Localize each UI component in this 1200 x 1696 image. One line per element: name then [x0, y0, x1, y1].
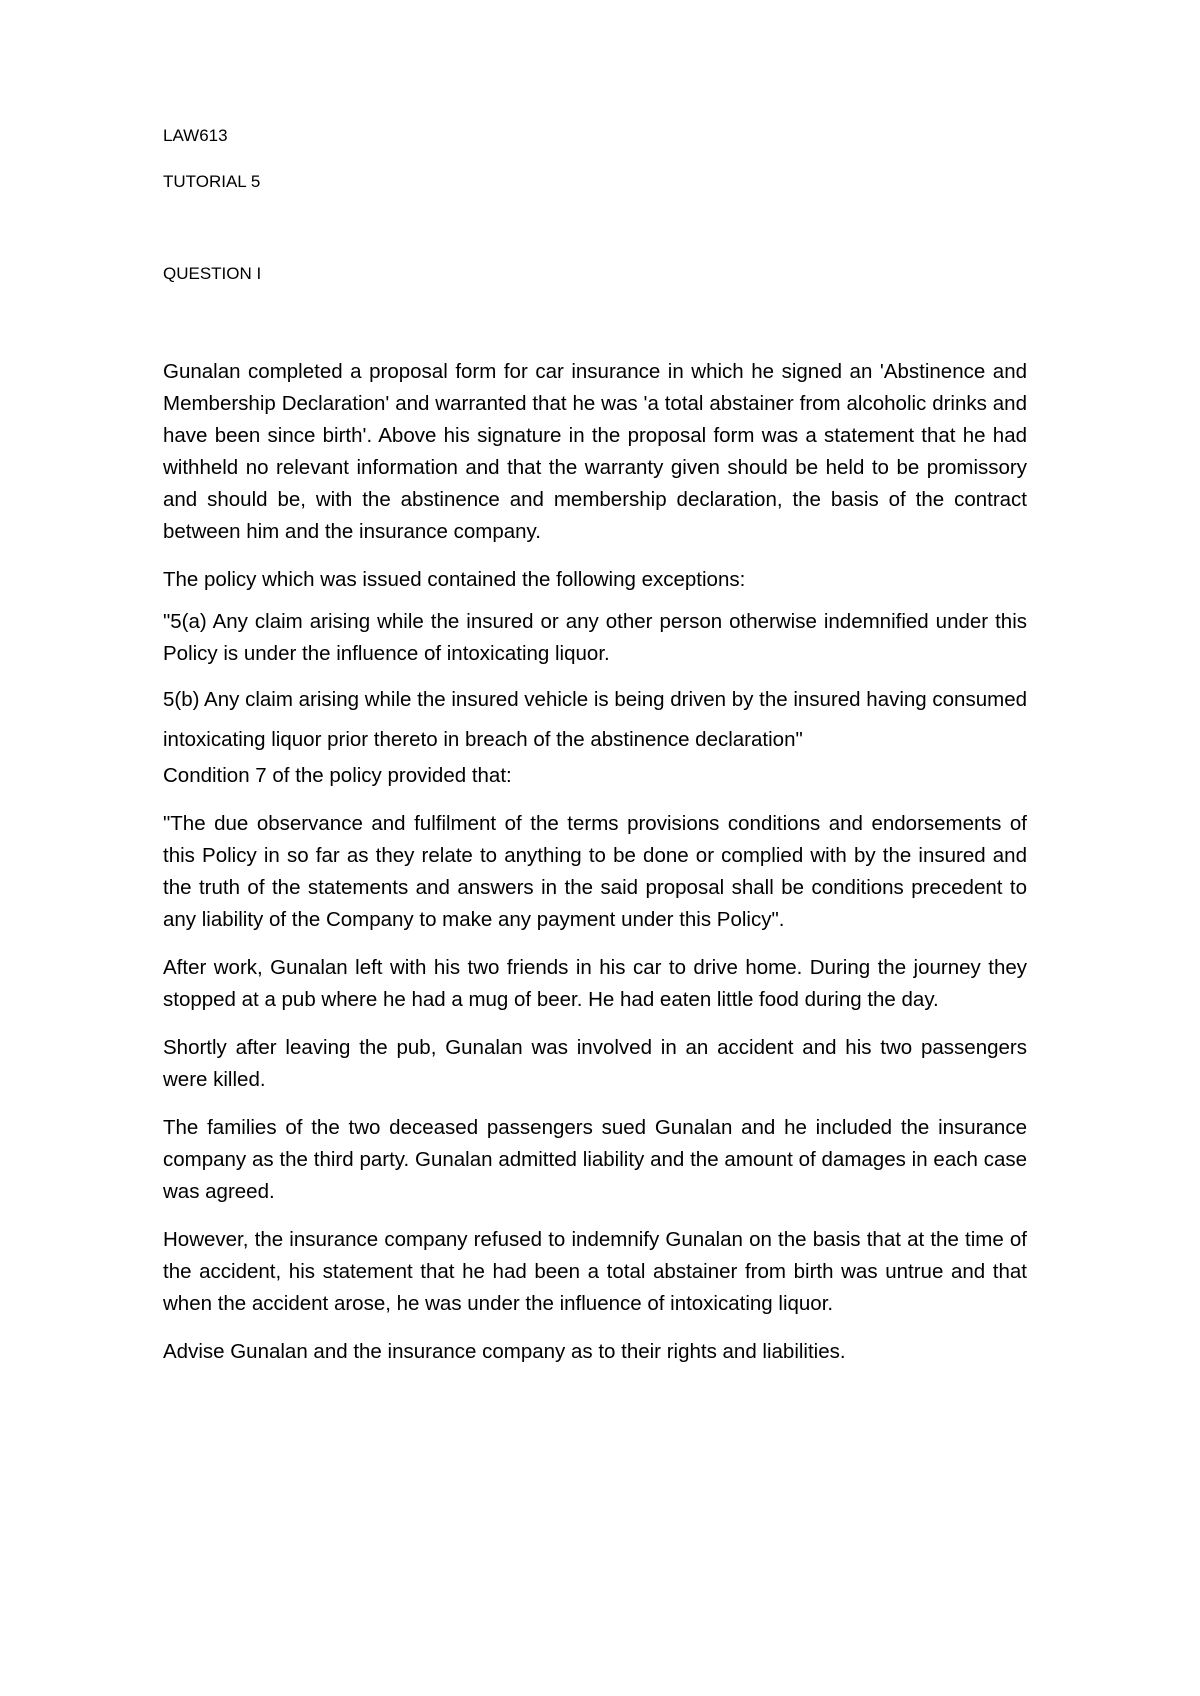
question-title: QUESTION I — [163, 264, 262, 283]
lawsuit-paragraph: The families of the two deceased passengers sued Gunalan and he included the insurance company as the third party. Gunalan admitted liability and the amount of damages in each case was agreed. — [163, 1116, 1027, 1203]
condition-7-intro: Condition 7 of the policy provided that: — [163, 764, 512, 787]
accident-paragraph: Shortly after leaving the pub, Gunalan was involved in an accident and his two passengers were killed. — [163, 1036, 1027, 1091]
tutorial-title: TUTORIAL 5 — [163, 172, 261, 191]
exception-5a: "5(a) Any claim arising while the insured or any other person otherwise indemnified under this Policy is under the influence of intoxicating liquor. — [163, 610, 1027, 665]
refusal-paragraph: However, the insurance company refused to indemnify Gunalan on the basis that at the time of the accident, his statement that he had been a total abstainer from birth was untrue and that when the accident arose, he was under the influence of intoxicating liquor. — [163, 1228, 1027, 1315]
journey-paragraph: After work, Gunalan left with his two friends in his car to drive home. During the journey they stopped at a pub where he had a mug of beer. He had eaten little food during the day. — [163, 956, 1027, 1011]
exceptions-intro: The policy which was issued contained the following exceptions: — [163, 568, 746, 591]
facts-paragraph: Gunalan completed a proposal form for car insurance in which he signed an 'Abstinence and Membership Declaration' and warranted that he was 'a total abstainer from alcoholic drinks and have been since birth'. Above his signature in the proposal form was a statement that he had withheld no relevant information and that the warranty given should be held to be promissory and should be, with the abstinence and membership declaration, the basis of the contract between him and the insurance company. — [163, 360, 1027, 543]
course-code: LAW613 — [163, 126, 228, 145]
advice-instruction: Advise Gunalan and the insurance company as to their rights and liabilities. — [163, 1340, 846, 1363]
exception-5b: 5(b) Any claim arising while the insured vehicle is being driven by the insured having consumed intoxicating liquor prior thereto in breach of the abstinence declaration" — [163, 688, 1027, 751]
question-body — [163, 356, 1027, 1384]
condition-7-text: "The due observance and fulfilment of the terms provisions conditions and endorsements of this Policy in so far as they relate to anything to be done or complied with by the insured and the truth of the statements and answers in the said proposal shall be conditions precedent to any liability of the Company to make any payment under this Policy". — [163, 812, 1027, 931]
